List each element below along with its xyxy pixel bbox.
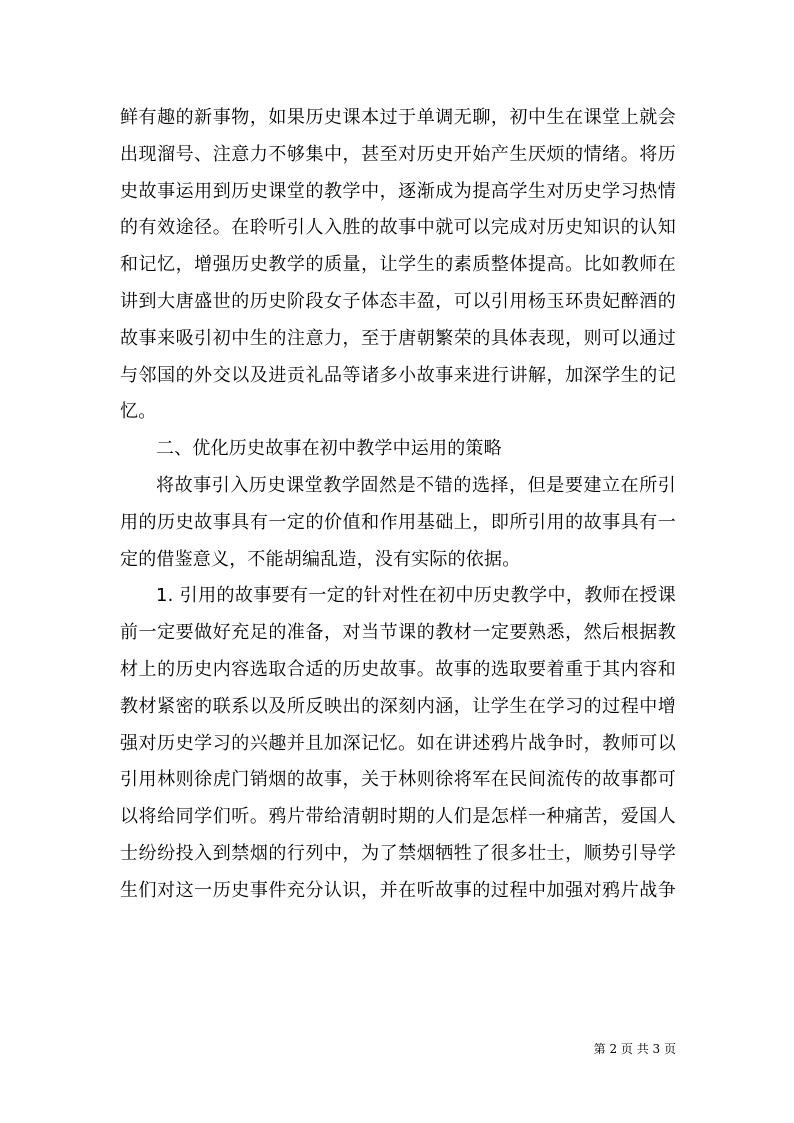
text-line: 故事来吸引初中生的注意力，至于唐朝繁荣的具体表现，则可以通过 — [120, 327, 676, 349]
text-line: 与邻国的外交以及进贡礼品等诸多小故事来进行讲解，加深学生的记 — [120, 364, 676, 386]
text-line: 生们对这一历史事件充分认识，并在听故事的过程中加强对鸦片战争 — [120, 879, 676, 901]
text-line: 教材紧密的联系以及所反映出的深刻内涵，让学生在学习的过程中增 — [120, 695, 676, 717]
text-line: 史故事运用到历史课堂的教学中，逐渐成为提高学生对历史学习热情 — [120, 180, 676, 202]
section-heading: 二、优化历史故事在初中教学中运用的策略 — [156, 438, 502, 460]
body-text — [120, 100, 676, 910]
text-line: 将故事引入历史课堂教学固然是不错的选择，但是要建立在所引 — [156, 474, 676, 496]
page-number-footer: 第 2 页 共 3 页 — [593, 1042, 676, 1056]
text-line: 用的历史故事具有一定的价值和作用基础上，即所引用的故事具有一 — [120, 511, 676, 533]
text-line: 鲜有趣的新事物，如果历史课本过于单调无聊，初中生在课堂上就会 — [120, 107, 676, 128]
text-line: 的有效途径。在聆听引人入胜的故事中就可以完成对历史知识的认知 — [120, 217, 676, 239]
text-line: 忆。 — [120, 401, 157, 423]
text-line: 材上的历史内容选取合适的历史故事。故事的选取要着重于其内容和 — [120, 658, 676, 680]
text-line: 引用林则徐虎门销烟的故事，关于林则徐将军在民间流传的故事都可 — [120, 769, 676, 791]
text-line: 强对历史学习的兴趣并且加深记忆。如在讲述鸦片战争时，教师可以 — [120, 732, 676, 754]
text-line: 士纷纷投入到禁烟的行列中，为了禁烟牺牲了很多壮士，顺势引导学 — [120, 842, 676, 864]
text-line: 1. 引用的故事要有一定的针对性在初中历史教学中，教师在授课 — [156, 585, 676, 607]
text-line: 以将给同学们听。鸦片带给清朝时期的人们是怎样一种痛苦，爱国人 — [120, 806, 676, 828]
text-line: 讲到大唐盛世的历史阶段女子体态丰盈，可以引用杨玉环贵妃醉酒的 — [120, 290, 676, 312]
text-line: 出现溜号、注意力不够集中，甚至对历史开始产生厌烦的情绪。将历 — [120, 143, 676, 165]
text-line: 定的借鉴意义，不能胡编乱造，没有实际的依据。 — [120, 548, 521, 570]
text-line: 前一定要做好充足的准备，对当节课的教材一定要熟悉，然后根据教 — [120, 622, 676, 644]
text-line: 和记忆，增强历史教学的质量，让学生的素质整体提高。比如教师在 — [120, 254, 676, 276]
